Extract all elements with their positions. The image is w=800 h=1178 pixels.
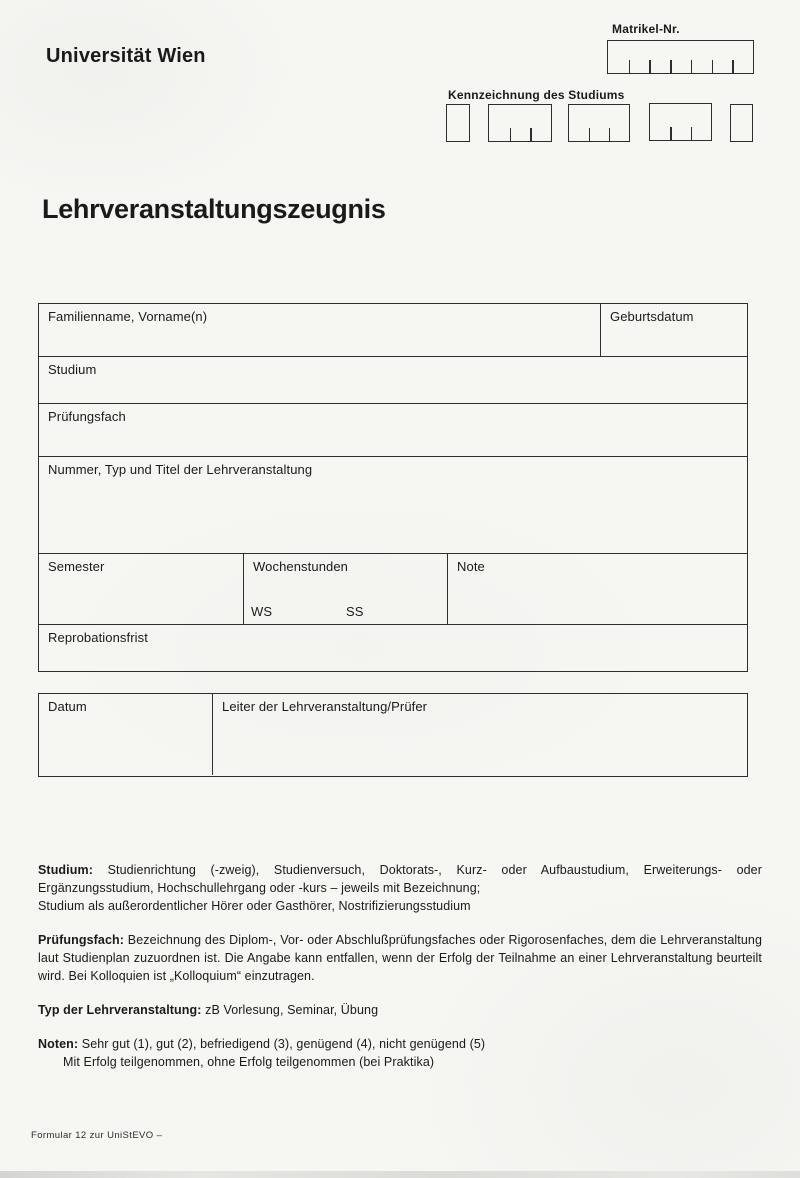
field-leiter: Leiter der Lehrveranstaltung/Prüfer: [212, 694, 747, 775]
scan-edge-artifact: [0, 1171, 800, 1178]
tick: [629, 60, 631, 73]
field-reprobationsfrist: Reprobationsfrist: [48, 630, 148, 645]
legend-pruefungsfach-term: Prüfungsfach:: [38, 933, 125, 947]
university-name: Universität Wien: [46, 45, 206, 67]
legend-studium-def: Studienrichtung (-zweig), Studienversuch, Doktorats-, Kurz- oder Aufbaustudium, Erweiterungs- oder Ergänzungsstudium, Hochschullehrgang oder -kurs – jeweils mit Bezeichnung;: [38, 863, 762, 895]
legend-typ: [38, 1001, 762, 1019]
field-geburtsdatum: Geburtsdatum: [600, 304, 747, 356]
signature-table: [38, 693, 748, 777]
legend-pruefungsfach-def: Bezeichnung des Diplom-, Vor- oder Abschlußprüfungsfaches oder Rigorosenfaches, dem die Lehrveranstaltung laut Studienplan zuzuordnen ist. Die Angabe kann entfallen, wenn der Erfolg der Teilnahme an einer Lehrveranstaltung beurteilt wird. Bei Kolloquien ist „Kolloquium“ einzutragen.: [38, 933, 763, 983]
row-name-birthdate: [39, 304, 747, 356]
matrikel-number-box: [607, 40, 754, 74]
tick: [530, 128, 532, 141]
tick: [589, 128, 591, 141]
form-identifier: Formular 12 zur UniStEVO –: [31, 1130, 163, 1141]
field-studium: Studium: [48, 362, 97, 377]
studium-code-box-1: [446, 104, 470, 142]
row-pruefungsfach: [39, 403, 747, 456]
studium-code-box-3: [568, 104, 630, 142]
kennzeichnung-label: Kennzeichnung des Studiums: [448, 88, 625, 102]
field-semester: Semester: [48, 559, 105, 574]
studium-code-box-2: [488, 104, 552, 142]
field-lehrveranstaltung: Nummer, Typ und Titel der Lehrveranstaltung: [48, 462, 313, 477]
page-title: Lehrveranstaltungszeugnis: [42, 194, 386, 224]
tick: [691, 60, 693, 73]
tick: [510, 128, 512, 141]
row-studium: [39, 356, 747, 403]
studium-code-box-5: [730, 104, 753, 142]
legend-noten-term: Noten:: [38, 1037, 79, 1051]
row-datum-leiter: [39, 694, 747, 775]
legend-studium-def2: Studium als außerordentlicher Hörer oder Gasthörer, Nostrifizierungsstudium: [38, 899, 471, 913]
tick: [609, 128, 611, 141]
row-lehrveranstaltung: [39, 456, 747, 553]
wochenstunden-label: Wochenstunden: [253, 559, 349, 574]
ss-label: SS: [346, 604, 364, 619]
tick: [670, 60, 672, 73]
main-form-table: [38, 303, 748, 672]
legend-typ-def: zB Vorlesung, Seminar, Übung: [205, 1003, 379, 1017]
legend-pruefungsfach: [38, 931, 762, 985]
legend-noten-def: Sehr gut (1), gut (2), befriedigend (3), genügend (4), nicht genügend (5): [81, 1037, 486, 1051]
legend-noten-def2: Mit Erfolg teilgenommen, ohne Erfolg teilgenommen (bei Praktika): [63, 1055, 435, 1069]
studium-code-box-4: [649, 103, 712, 141]
ws-label: WS: [251, 604, 273, 619]
field-note: Note: [447, 554, 747, 624]
row-semester-wochenstunden-note: [39, 553, 747, 624]
legend-studium: [38, 861, 762, 915]
legend-noten: [38, 1035, 762, 1071]
legend-studium-term: Studium:: [38, 863, 93, 877]
tick: [691, 127, 693, 140]
tick: [712, 60, 714, 73]
tick: [732, 60, 734, 73]
tick: [670, 127, 672, 140]
field-datum: Datum: [48, 699, 87, 714]
tick: [649, 60, 651, 73]
legend-typ-term: Typ der Lehrveranstaltung:: [38, 1003, 202, 1017]
field-wochenstunden: [243, 554, 447, 624]
field-familienname: Familienname, Vorname(n): [48, 309, 208, 324]
matrikel-label: Matrikel-Nr.: [612, 22, 680, 36]
row-reprobationsfrist: [39, 624, 747, 671]
field-pruefungsfach: Prüfungsfach: [48, 409, 126, 424]
